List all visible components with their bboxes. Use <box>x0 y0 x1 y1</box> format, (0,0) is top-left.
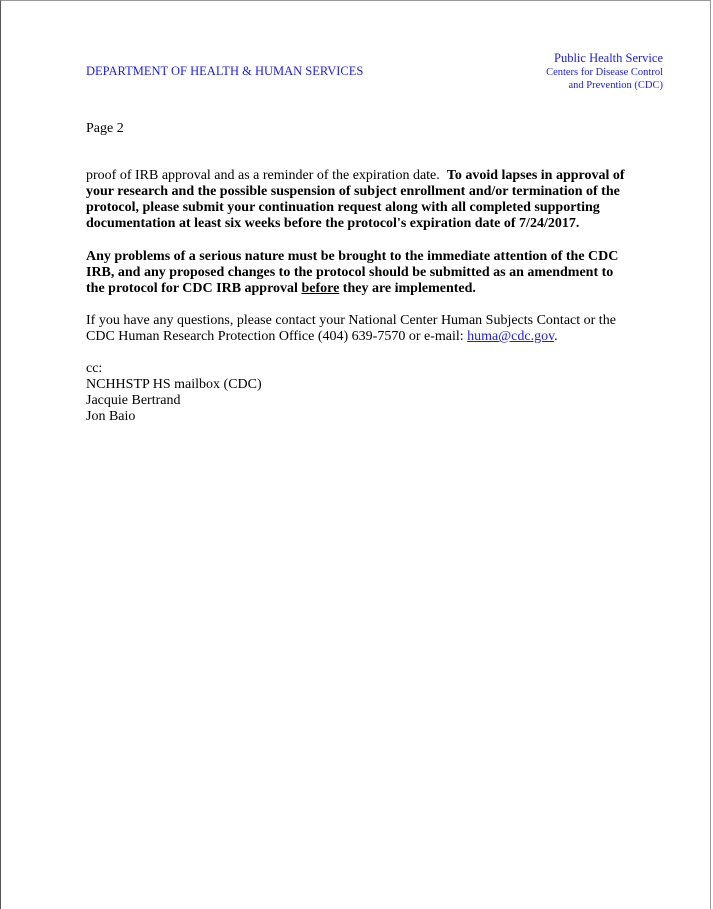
underlined-before: before <box>301 281 340 296</box>
cc-recipient: NCHHSTP HS mailbox (CDC) <box>86 377 262 392</box>
para1-line4: documentation at least six weeks before the protocol's expiration date of 7/24/2017. <box>86 216 580 231</box>
para2-line1: Any problems of a serious nature must be brought to the immediate attention of the CDC <box>86 249 619 264</box>
cc-recipient: Jon Baio <box>86 409 136 424</box>
para1-line2: your research and the possible suspension of subject enrollment and/or termination of the <box>86 184 620 199</box>
email-link[interactable]: huma@cdc.gov <box>467 329 555 344</box>
para3-line2 <box>86 329 558 345</box>
para1-bold-text: To avoid lapses in approval of <box>446 168 625 183</box>
para1-text: proof of IRB approval and as a reminder of the expiration date. <box>86 168 447 183</box>
cc-recipient: Jacquie Bertrand <box>86 393 181 408</box>
department-header: DEPARTMENT OF HEALTH & HUMAN SERVICES <box>86 64 364 78</box>
para3-period: . <box>554 329 558 344</box>
para1-line3: protocol, please submit your continuation request along with all completed supporting <box>86 200 600 215</box>
para2-text: the protocol for CDC IRB approval <box>86 281 302 296</box>
center-header-line1: Centers for Disease Control <box>546 67 663 78</box>
center-header-line2: and Prevention (CDC) <box>568 80 663 91</box>
para2-line2: IRB, and any proposed changes to the protocol should be submitted as an amendment to <box>86 265 614 280</box>
para1-line1 <box>86 168 625 184</box>
cc-label: cc: <box>86 361 103 376</box>
para3-line1: If you have any questions, please contact your National Center Human Subjects Contact or the <box>86 313 616 328</box>
agency-header: Public Health Service <box>554 51 663 65</box>
para2-text-end: they are implemented. <box>339 281 476 296</box>
para2-line3 <box>86 281 476 297</box>
para3-text: CDC Human Research Protection Office (404) 639-7570 or e-mail: <box>86 329 468 344</box>
page-number: Page 2 <box>86 121 124 136</box>
